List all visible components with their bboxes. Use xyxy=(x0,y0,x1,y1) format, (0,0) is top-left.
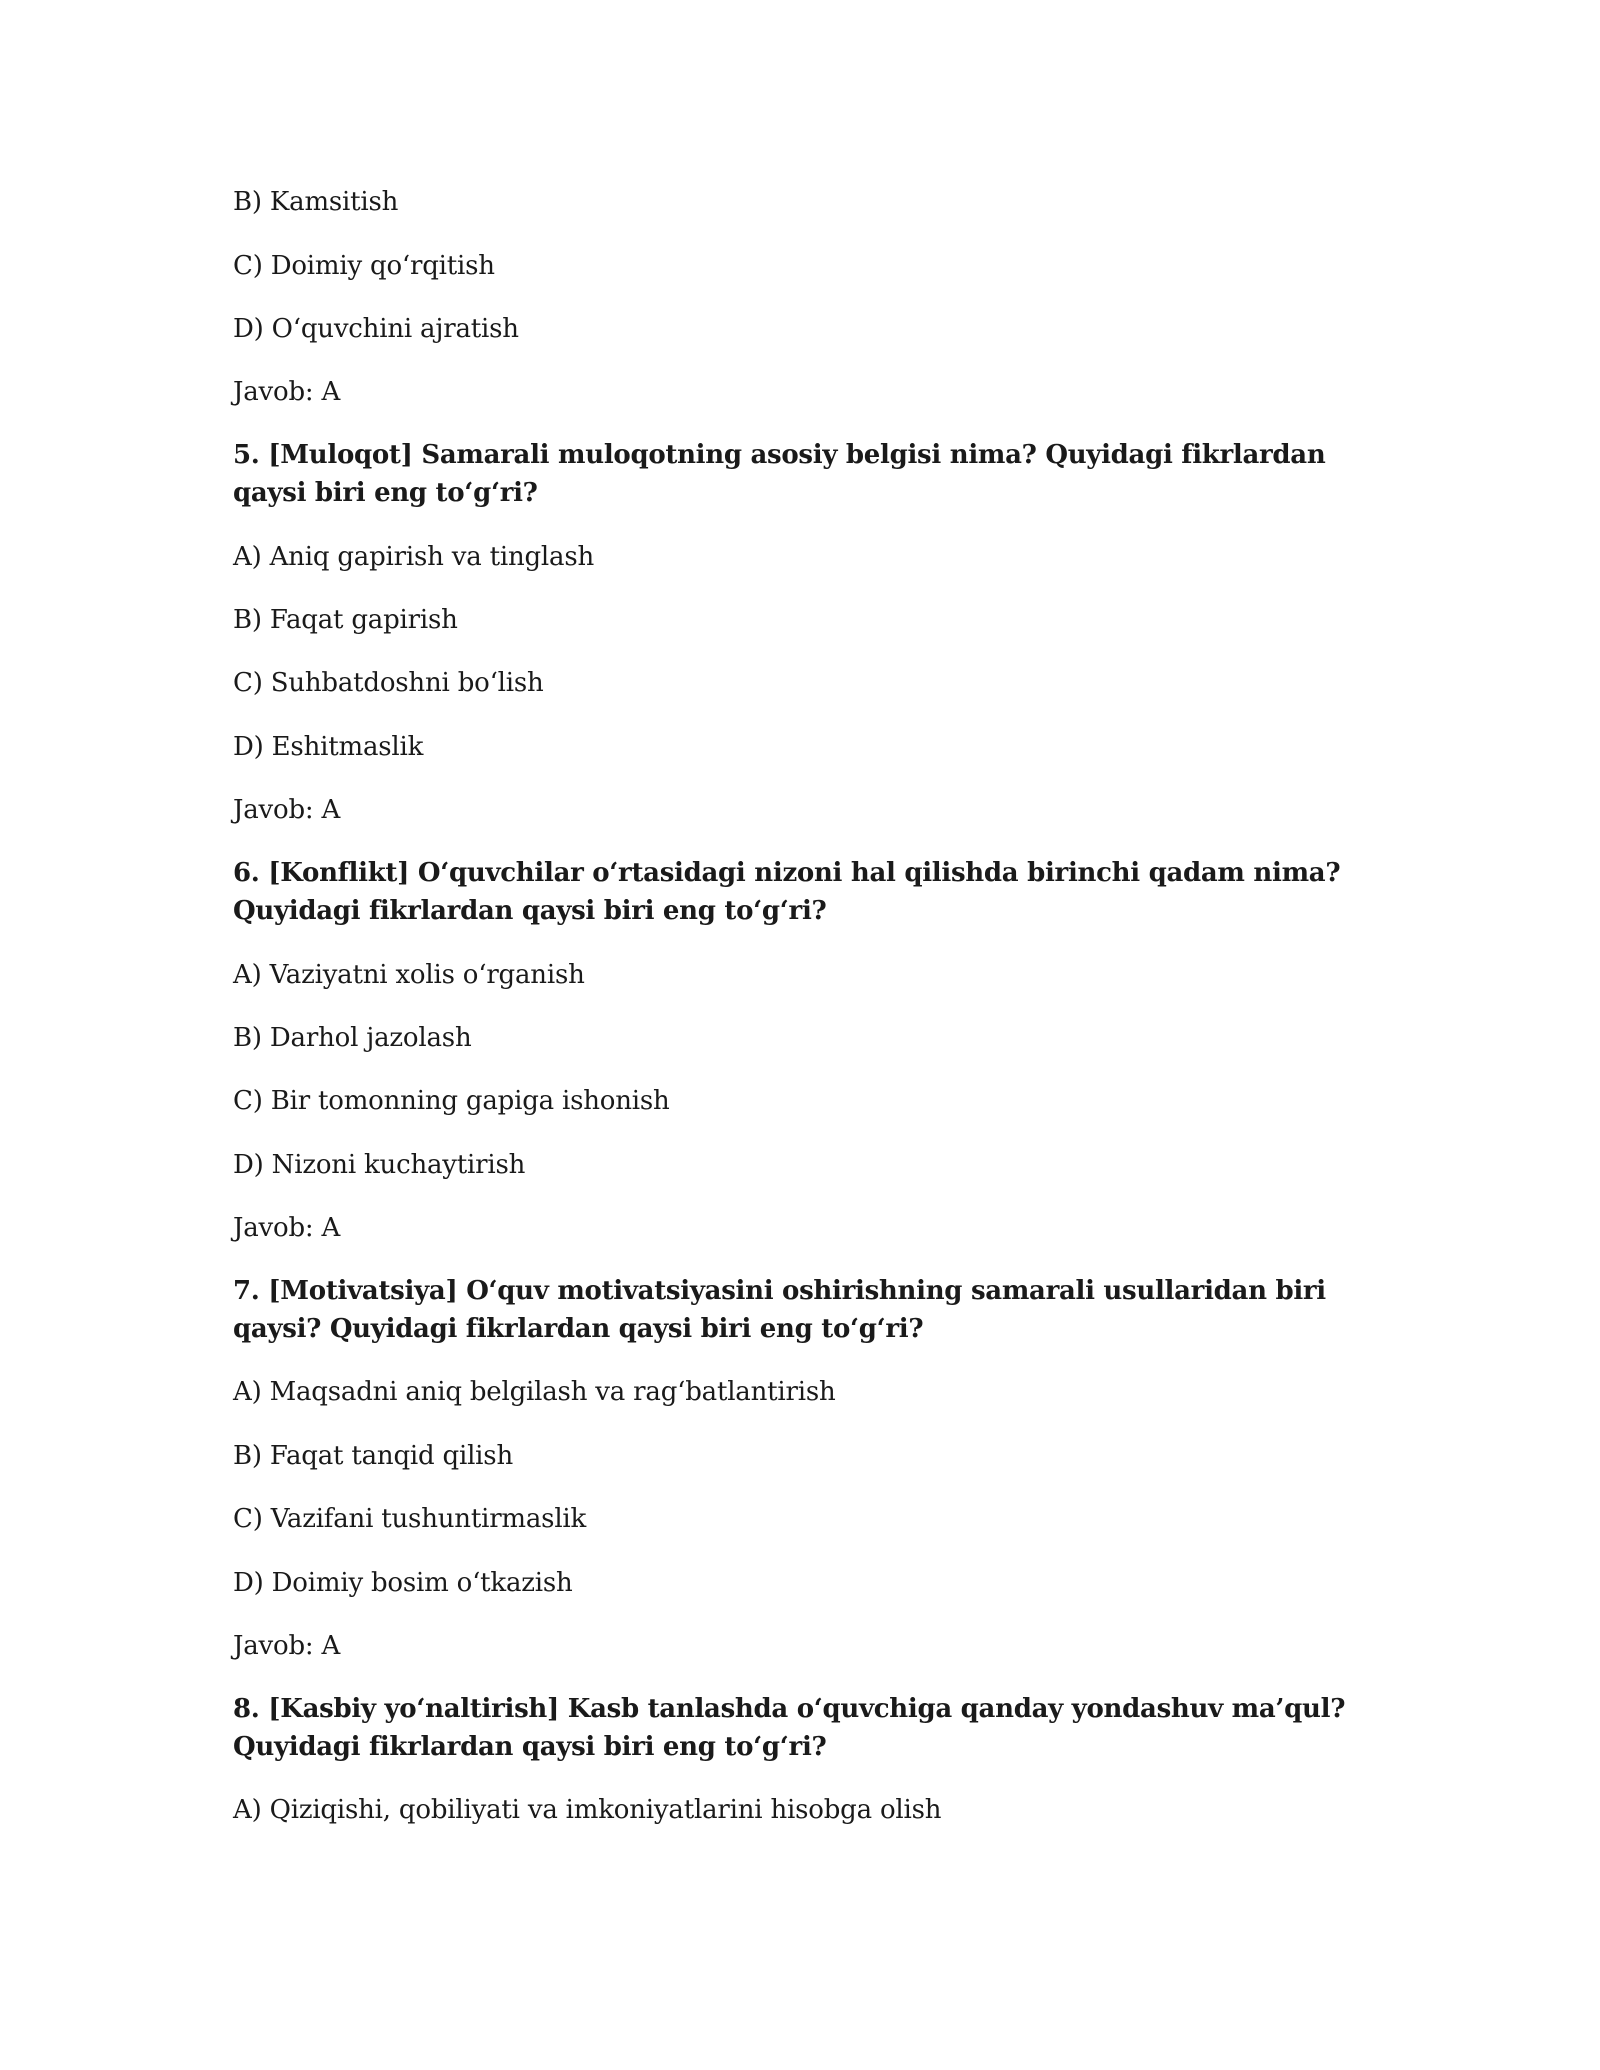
option-d: D) Eshitmaslik xyxy=(233,732,424,762)
option-a: A) Maqsadni aniq belgilash va rag‘batlantirish xyxy=(233,1377,836,1407)
answer-text: Javob: A xyxy=(233,1631,341,1661)
option-b: B) Kamsitish xyxy=(233,187,399,217)
option-a: A) Aniq gapirish va tinglash xyxy=(233,542,595,572)
question-8: 8. [Kasbiy yo‘naltirish] Kasb tanlashda o‘quvchiga qanday yondashuv ma’qul? Quyidagi fikrlardan qaysi biri eng to‘g‘ri? xyxy=(233,1694,1346,1762)
option-b: B) Darhol jazolash xyxy=(233,1023,472,1053)
question-7: 7. [Motivatsiya] O‘quv motivatsiyasini oshirishning samarali usullaridan biri qaysi? Quyidagi fikrlardan qaysi biri eng to‘g‘ri? xyxy=(233,1276,1326,1344)
option-d: D) Doimiy bosim o‘tkazish xyxy=(233,1568,573,1598)
option-c: C) Bir tomonning gapiga ishonish xyxy=(233,1086,670,1116)
option-a: A) Vaziyatni xolis o‘rganish xyxy=(233,960,585,990)
option-d: D) Nizoni kuchaytirish xyxy=(233,1150,526,1180)
option-b: B) Faqat tanqid qilish xyxy=(233,1441,513,1471)
option-c: C) Suhbatdoshni bo‘lish xyxy=(233,668,544,698)
answer-text: Javob: A xyxy=(233,795,341,825)
option-c: C) Doimiy qo‘rqitish xyxy=(233,251,495,281)
question-6: 6. [Konflikt] O‘quvchilar o‘rtasidagi nizoni hal qilishda birinchi qadam nima? Quyidagi fikrlardan qaysi biri eng to‘g‘ri? xyxy=(233,858,1341,926)
option-b: B) Faqat gapirish xyxy=(233,605,458,635)
question-5: 5. [Muloqot] Samarali muloqotning asosiy belgisi nima? Quyidagi fikrlardan qaysi biri eng to‘g‘ri? xyxy=(233,440,1326,508)
option-c: C) Vazifani tushuntirmaslik xyxy=(233,1504,587,1534)
option-a: A) Qiziqishi, qobiliyati va imkoniyatlarini hisobga olish xyxy=(233,1795,942,1825)
answer-text: Javob: A xyxy=(233,1213,341,1243)
answer-text: Javob: A xyxy=(233,377,341,407)
option-d: D) O‘quvchini ajratish xyxy=(233,314,519,344)
